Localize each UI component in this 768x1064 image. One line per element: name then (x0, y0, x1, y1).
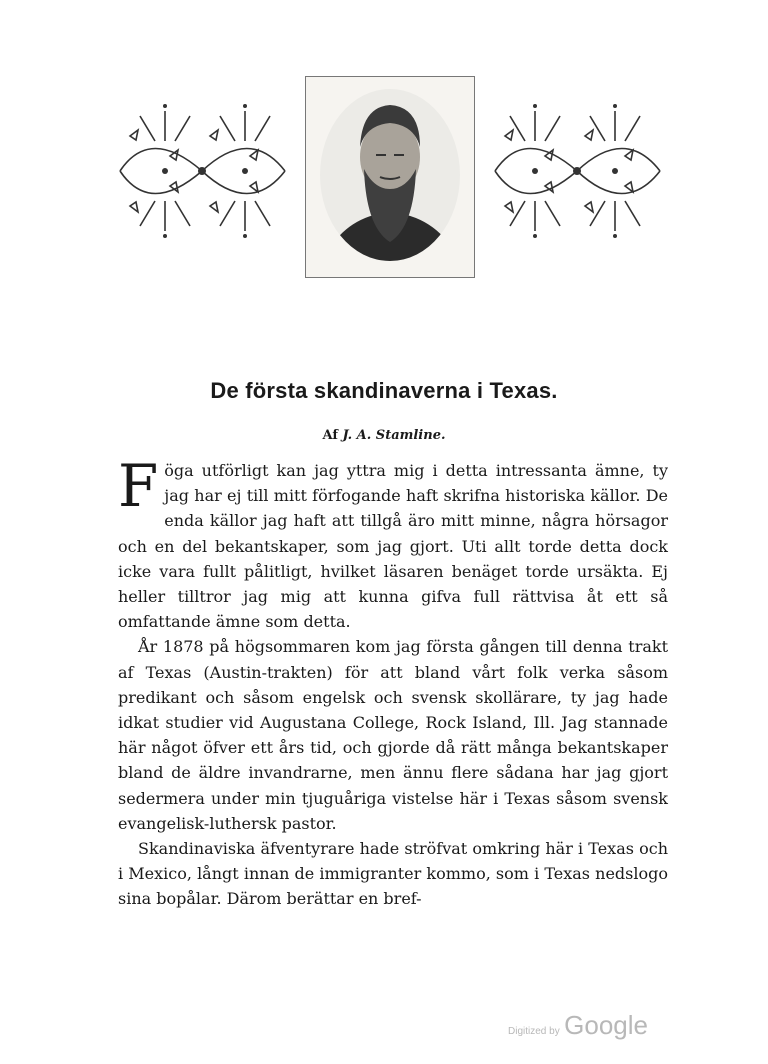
byline-author: J. A. Stamline. (342, 428, 446, 443)
floral-ornament-right (485, 96, 670, 246)
article-title: De första skandinaverna i Texas. (210, 378, 558, 403)
author-portrait (305, 76, 475, 278)
byline-prefix: Af (322, 428, 338, 443)
paragraph-1-text: öga utförligt kan jag yttra mig i detta intressanta ämne, ty jag har ej till mitt förfogande haft skrifna historiska källor. De enda källor jag haft att tillgå äro mitt minne, några hörsagor och en del bekantskaper, som jag gjort. Uti allt torde detta dock icke vara fullt pålitligt, hvilket läsaren benäget torde ursäkta. Ej heller tilltror jag mig att kunna gifva full rättvisa åt ett så omfattande ämne som detta. (118, 461, 668, 632)
paragraph-3: Skandinaviska äfventyrare hade ströfvat omkring här i Texas och i Mexico, långt innan de immigranter kommo, som i Texas nedslogo sina bopålar. Därom berättar en bref- (118, 839, 668, 909)
article-body (118, 452, 668, 912)
byline (0, 428, 768, 443)
watermark-prefix: Digitized by (508, 1026, 560, 1037)
paragraph-2: År 1878 på högsommaren kom jag första gången till denna trakt af Texas (Austin-trakten) för att bland vårt folk verka såsom predikant och såsom engelsk och svensk skollärare, ty jag hade idkat studier vid Augustana College, Rock Island, Ill. Jag stannade här något öfver ett års tid, och gjorde då rätt många bekantskaper bland de äldre invandrarne, men ännu flere sådana har jag gjort sedermera under min tjuguåriga vistelse här i Texas såsom svensk evangelisk-luthersk pastor. (118, 637, 668, 833)
digitized-watermark (508, 1010, 648, 1041)
floral-ornament-left (110, 96, 295, 246)
paragraph-1 (118, 452, 668, 634)
google-logo: Google (564, 1010, 648, 1040)
portrait-image (306, 77, 474, 277)
header-ornament-band (110, 76, 670, 276)
drop-cap: F (118, 452, 159, 520)
